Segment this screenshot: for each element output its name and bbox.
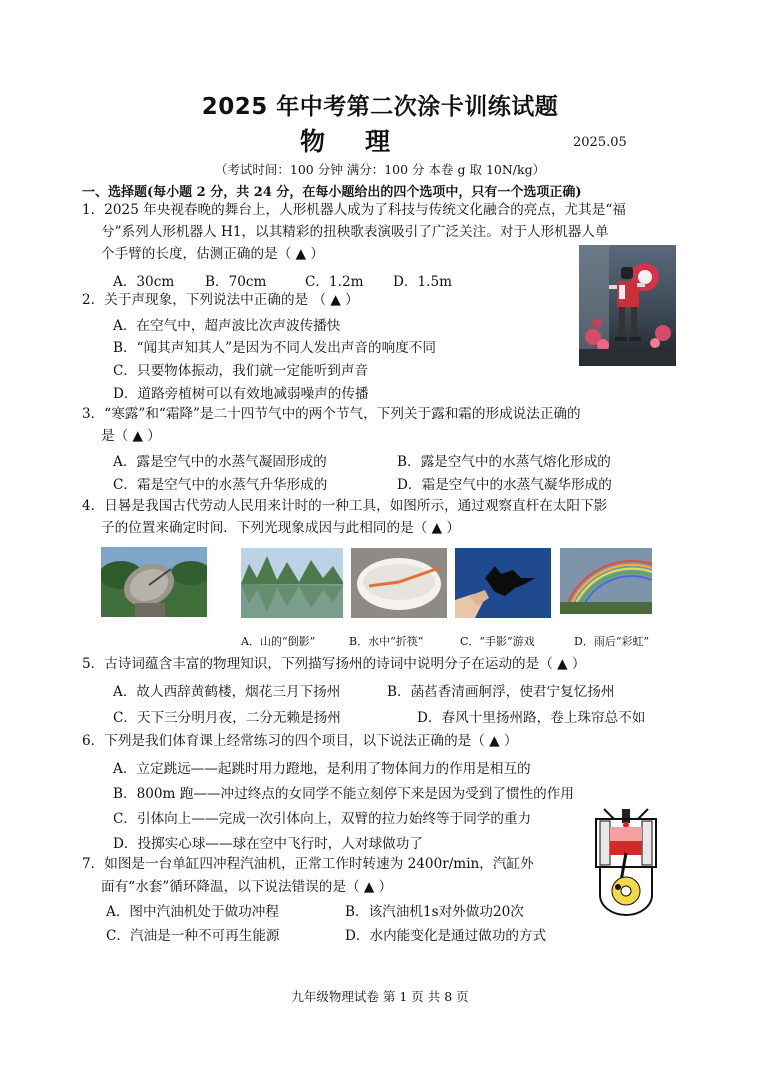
- q1-option-c: C．1.2m: [305, 274, 364, 290]
- q5-option-c: C．天下三分明月夜，二分无赖是扬州: [113, 710, 341, 726]
- q5-option-a: A．故人西辞黄鹤楼，烟花三月下扬州: [113, 684, 341, 700]
- q4-line-2: 子的位置来确定时间．下列光现象成因与此相同的是（ ▲ ）: [101, 520, 460, 536]
- q3-option-b: B．露是空气中的水蒸气熔化形成的: [397, 454, 611, 470]
- mountain-reflection-photo: [241, 548, 343, 618]
- q6-stem: 6．下列是我们体育课上经常练习的四个项目，以下说法正确的是（ ▲ ）: [82, 733, 518, 749]
- q1-option-b: B．70cm: [205, 274, 267, 290]
- q4-caption-d: D．雨后“彩虹”: [574, 635, 650, 648]
- rainbow-photo: [560, 548, 652, 614]
- hand-shadow-photo: [455, 548, 551, 618]
- q3-line-2: 是（ ▲ ）: [101, 428, 161, 444]
- q3-line-1: 3．“寒露”和“霜降”是二十四节气中的两个节气，下列关于露和霜的形成说法正确的: [82, 406, 581, 422]
- engine-diagram: [590, 805, 662, 917]
- section-heading: 一、选择题(每小题 2 分，共 24 分，在每小题给出的四个选项中，只有一个选项正确): [82, 185, 582, 200]
- q3-option-c: C．霜是空气中的水蒸气升华形成的: [113, 477, 328, 493]
- q1-line-1: 1．2025 年央视春晚的舞台上，人形机器人成为了科技与传统文化融合的亮点，尤其是“福: [82, 202, 626, 218]
- page-footer: 九年级物理试卷 第 1 页 共 8 页: [291, 989, 469, 1004]
- q2-option-d: D．道路旁植树可以有效地减弱噪声的传播: [113, 386, 369, 402]
- q3-option-d: D．霜是空气中的水蒸气凝华形成的: [397, 477, 612, 493]
- chopsticks-in-water-photo: [351, 548, 447, 618]
- q7-line-1: 7．如图是一台单缸四冲程汽油机，正常工作时转速为 2400r/min，汽缸外: [82, 856, 534, 872]
- q6-option-c: C．引体向上——完成一次引体向上，双臂的拉力始终等于同学的重力: [113, 811, 532, 827]
- exam-title: 2025 年中考第二次涂卡训练试题: [201, 94, 559, 120]
- q2-option-c: C．只要物体振动，我们就一定能听到声音: [113, 363, 369, 379]
- exam-date: 2025.05: [573, 135, 627, 150]
- q7-option-c: C．汽油是一种不可再生能源: [106, 928, 280, 944]
- q6-option-a: A．立定跳远——起跳时用力蹬地，是利用了物体间力的作用是相互的: [113, 761, 531, 777]
- subject-title: 物理: [300, 127, 431, 156]
- sundial-photo: [101, 547, 207, 617]
- q3-option-a: A．露是空气中的水蒸气凝固形成的: [113, 454, 327, 470]
- robot-photo: [579, 245, 676, 366]
- q2-stem: 2．关于声现象，下列说法中正确的是 （ ▲ ）: [82, 292, 359, 308]
- q1-line-3: 个手臂的长度，估测正确的是（ ▲ ）: [101, 246, 325, 262]
- q5-option-d: D．春风十里扬州路，卷上珠帘总不如: [417, 710, 646, 726]
- q1-line-2: 兮”系列人形机器人 H1，以其精彩的扭秧歌表演吸引了广泛关注。对于人形机器人单: [101, 224, 609, 240]
- exam-info: （考试时间：100 分钟 满分：100 分 本卷 g 取 10N/kg）: [214, 162, 546, 177]
- q7-option-b: B．该汽油机1s对外做功20次: [345, 904, 524, 920]
- q5-stem: 5．古诗词蕴含丰富的物理知识，下列描写扬州的诗词中说明分子在运动的是（ ▲ ）: [82, 656, 586, 672]
- q4-caption-c: C．“手影”游戏: [460, 635, 535, 648]
- q4-caption-a: A．山的“倒影”: [241, 635, 316, 648]
- q2-option-b: B．“闻其声知其人”是因为不同人发出声音的响度不同: [113, 340, 436, 356]
- q1-option-a: A．30cm: [113, 274, 175, 290]
- q7-option-a: A．图中汽油机处于做功冲程: [106, 904, 279, 920]
- q4-line-1: 4．日晷是我国古代劳动人民用来计时的一种工具，如图所示，通过观察直杆在太阳下影: [82, 498, 608, 514]
- q6-option-b: B．800m 跑——冲过终点的女同学不能立刻停下来是因为受到了惯性的作用: [113, 786, 574, 802]
- q4-caption-b: B．水中“折筷”: [349, 635, 424, 648]
- q2-option-a: A．在空气中，超声波比次声波传播快: [113, 318, 341, 334]
- q7-line-2: 面有“水套”循环降温，以下说法错误的是（ ▲ ）: [101, 879, 393, 895]
- q7-option-d: D．水内能变化是通过做功的方式: [345, 928, 547, 944]
- q5-option-b: B．菡萏香清画舸浮，使君宁复忆扬州: [387, 684, 615, 700]
- q1-option-d: D．1.5m: [393, 274, 453, 290]
- q6-option-d: D．投掷实心球——球在空中飞行时，人对球做功了: [113, 836, 423, 852]
